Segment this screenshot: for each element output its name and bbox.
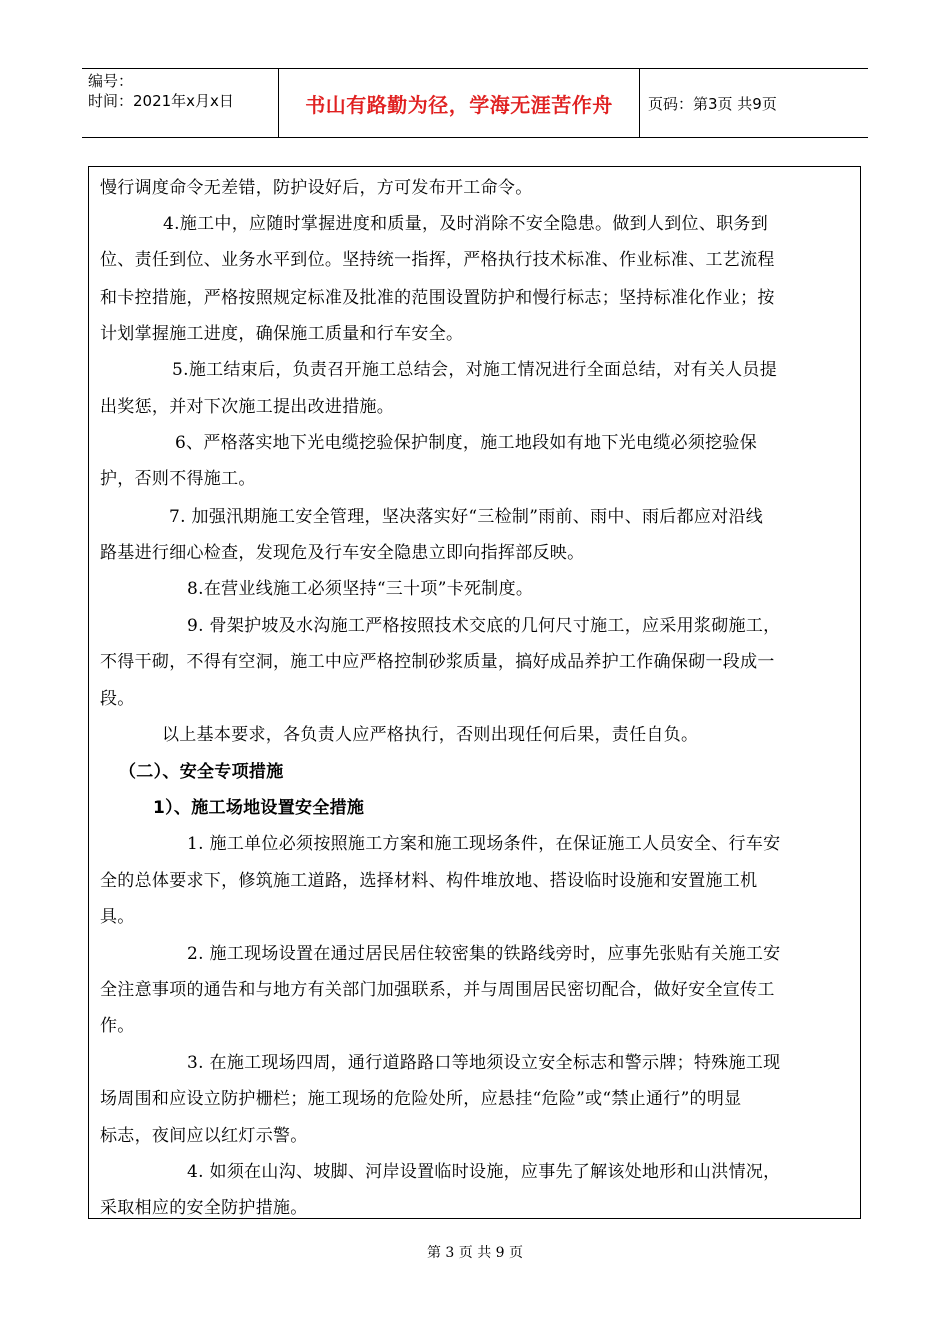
body-line: 全的总体要求下，修筑施工道路，选择材料、构件堆放地、搭设临时设施和安置施工机 <box>100 871 758 891</box>
header-meta <box>82 69 278 137</box>
body-line: 出奖惩，并对下次施工提出改进措施。 <box>100 397 395 417</box>
body-line: 7. 加强汛期施工安全管理，坚决落实好“三检制”雨前、雨中、雨后都应对沿线 <box>169 507 764 527</box>
page-header <box>82 68 868 138</box>
body-line: 2. 施工现场设置在通过居民居住较密集的铁路线旁时，应事先张贴有关施工安 <box>187 944 781 964</box>
body-line: 具。 <box>100 907 135 927</box>
date-label: 时间：2021年x月x日 <box>88 92 234 110</box>
body-line: 以上基本要求，各负责人应严格执行，否则出现任何后果，责任自负。 <box>162 725 699 745</box>
body-line: 和卡控措施，严格按照规定标准及批准的范围设置防护和慢行标志；坚持标准化作业；按 <box>100 288 775 308</box>
body-line: 计划掌握施工进度，确保施工质量和行车安全。 <box>100 324 464 344</box>
body-line: 9. 骨架护坡及水沟施工严格按照技术交底的几何尺寸施工，应采用浆砌施工， <box>187 616 781 636</box>
header-motto: 书山有路勤为径，学海无涯苦作舟 <box>278 69 640 137</box>
body-line: 慢行调度命令无差错，防护设好后，方可发布开工命令。 <box>100 178 533 198</box>
body-line: 位、责任到位、业务水平到位。坚持统一指挥，严格执行技术标准、作业标准、工艺流程 <box>100 250 775 270</box>
page-footer: 第 3 页 共 9 页 <box>426 1245 524 1261</box>
subsection-heading: 1）、施工场地设置安全措施 <box>153 798 365 818</box>
body-line: 护，否则不得施工。 <box>100 469 256 489</box>
serial-label: 编号： <box>88 72 134 90</box>
body-line: 段。 <box>100 689 135 709</box>
section-heading: （二）、安全专项措施 <box>119 762 284 782</box>
body-line: 路基进行细心检查，发现危及行车安全隐患立即向指挥部反映。 <box>100 543 585 563</box>
body-line: 1. 施工单位必须按照施工方案和施工现场条件，在保证施工人员安全、行车安 <box>187 834 781 854</box>
body-line: 4.施工中，应随时掌握进度和质量，及时消除不安全隐患。做到人到位、职务到 <box>163 214 769 234</box>
body-line: 作。 <box>100 1016 135 1036</box>
header-page-number: 页码：第3页 共9页 <box>648 94 777 113</box>
body-line: 采取相应的安全防护措施。 <box>100 1198 308 1218</box>
body-line: 4. 如须在山沟、坡脚、河岸设置临时设施，应事先了解该处地形和山洪情况， <box>187 1162 781 1182</box>
body-line: 场周围和应设立防护栅栏；施工现场的危险处所，应悬挂“危险”或“禁止通行”的明显 <box>100 1089 742 1109</box>
body-line: 标志，夜间应以红灯示警。 <box>100 1126 308 1146</box>
body-line: 6、严格落实地下光电缆挖验保护制度，施工地段如有地下光电缆必须挖验保 <box>175 433 758 453</box>
body-line: 8.在营业线施工必须坚持“三十项”卡死制度。 <box>187 579 534 599</box>
body-line: 5.施工结束后，负责召开施工总结会，对施工情况进行全面总结，对有关人员提 <box>172 360 778 380</box>
body-line: 全注意事项的通告和与地方有关部门加强联系，并与周围居民密切配合，做好安全宣传工 <box>100 980 775 1000</box>
body-line: 不得干砌，不得有空洞，施工中应严格控制砂浆质量，搞好成品养护工作确保砌一段成一 <box>100 652 775 672</box>
body-line: 3. 在施工现场四周，通行道路路口等地须设立安全标志和警示牌；特殊施工现 <box>187 1053 781 1073</box>
